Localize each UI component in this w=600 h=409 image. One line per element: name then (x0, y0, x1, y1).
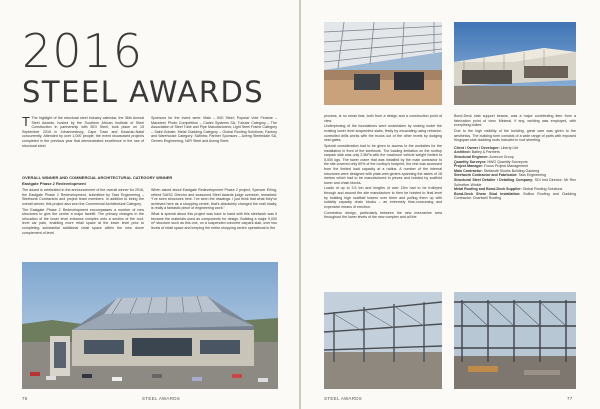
steel-frame-photo (324, 292, 442, 389)
section-heading: OVERALL WINNER AND COMMERCIAL ARCHITECTURAL CATEGORY WINNER (22, 175, 173, 180)
credit-value: SDI Inst Director: Mr Rex Schreiber-Winkle (454, 177, 577, 187)
credit-value: Batley & Partners (471, 150, 500, 155)
body-column-1 (22, 188, 144, 236)
credit-value: Stefanutti Stocks Building Gauteng (483, 168, 540, 173)
right-body-column-1 (324, 114, 442, 221)
body-paragraph: The award is celebrated in the announcement of the overall winner for 2016, the Eastgate Phase 2 Redevelopment, submitted by Tass Engineering – Steelwork Contractors and project team members. In addition to being the overall winner, this project also won the Commercial Architectural Category. (22, 188, 144, 206)
body-column-2 (151, 188, 277, 232)
title-main: STEEL AWARDS (22, 75, 265, 109)
title-year: 2016 (22, 24, 144, 78)
body-paragraph: Underpinning of the foundations were undertaken by sinking under the existing lower level suspended slabs, firstly by excavating using retractor-controlled drills works with the trucks out of the other levels by dodging vest gates. (324, 124, 442, 143)
body-paragraph: Due to the high visibility of the building, great care was given to the aesthetics. The building form consists of a wide range of parts with exposed Kingspan side cladding roofs included in roof sheeting. (454, 128, 576, 143)
exterior-roof-photo (454, 22, 576, 105)
body-paragraph: Connection design, particularly between the new mezzanine area throughout the lower levels of the new complex and all the (324, 210, 442, 220)
intro-text: The highlight of the structural steel industry calendar, the 36th Annual Steel Awards, hosted by the Southern African Institute of Steel Construction in partnership with BGI Steel, took place on 15 September 2016 in Johannesburg, Cape Town and Kwazulu-Natal concurrently. Attended by over 1,000 people, the event showcased projects completed in the previous year that demonstrated excellence in the use of structural steel. (22, 116, 144, 148)
folio-label-right: STEEL AWARDS (324, 396, 363, 401)
credit-value: Focus Project Management (484, 164, 529, 169)
credits-list (454, 146, 576, 201)
credit-role: Project Manager: (454, 164, 484, 169)
folio-label-left: STEEL AWARDS (142, 396, 181, 401)
body-paragraph: process, is no mean feat, both from a design and a construction point of view. (324, 114, 442, 123)
credit-value: Tass Engineering (518, 173, 547, 178)
credit-role: Bond-Deck Shear Stud Installation: (454, 191, 521, 196)
credit-role: Steelwork Contractor and Fabricator: (454, 173, 518, 178)
section-subheading: Eastgate Phase 2 Redevelopment (22, 181, 86, 186)
body-paragraph: Special consideration had to be given to access to the worksites for the installation in front of the steelwork. The loading limitation on the rooftop carpark slab was only 2.5kPa with the maximum vehicle weight limited to 5,000 kgs. The tower crane that was installed by the main contractor to the site covered only 60% of the rooftop’s footprint, the rest was accessed from the limited load capacity at a radius. A number of the internal structures were designed with plate-web girders spanning the aisles of 18 metres which had to be manufactured in pieces and hoisted by scaffold tower and chain blocks. (324, 143, 442, 185)
intro-paragraph (22, 116, 144, 148)
credit-role: Main Contractor: (454, 168, 483, 173)
credit-value: Liberty Life (500, 145, 519, 150)
left-page (0, 0, 299, 409)
sponsors-column (151, 116, 277, 145)
interior-roof-photo (324, 22, 442, 105)
section-heading-block (22, 174, 277, 187)
drop-cap: T (22, 114, 30, 129)
eastgate-photo (22, 262, 278, 389)
credit-role: Structural Engineer: (454, 154, 489, 159)
intro-column (22, 116, 144, 149)
credit-role: Client / Owner / Developer: (454, 145, 500, 150)
credit-role: Metal Roofing and Bond-Deck Supplier: (454, 187, 522, 192)
body-paragraph: The Eastgate Phase 2 Redevelopment encompasses a number of new structures to give the centre a major facelift. The primary changes in the relocation of the lower level entrance complex onto a section of the roof-level car park, enabling more retail space at the lower level prior to completing substantial additional retail space within the new dome complement of level. (22, 207, 144, 235)
credit-value: NWG Quantity Surveyors (487, 159, 528, 164)
body-paragraph: Bond-Deck slab support beams, was a major contributing item from a fabrication point of view. Minimal, if any, welding was employed, with everything bolted. (454, 114, 576, 128)
right-page (301, 0, 600, 409)
credit-line (454, 178, 576, 187)
folio-number-right: 77 (567, 396, 573, 401)
body-paragraph: Loads of up to 3.5 ton and lengths of over 15m had to be trolleyed through and around the site manufacture to then be hoisted to final level by building high scaffold towers over them and pulling them up with suitably capacity chain blocks – an extremely time-consuming and expensive means of erection. (324, 186, 442, 209)
credit-role: Structural Steel Detailer / Detailing Company: (454, 177, 534, 182)
credit-role: Architect: (454, 150, 471, 155)
credit-value: Bullion Roofing and Cladding Contractor: Chartwell Roofing (454, 191, 577, 201)
right-body-column-2 (454, 114, 576, 201)
steel-structure-photo (454, 292, 576, 389)
body-paragraph: When asked about Eastgate Redevelopment Phase 2 project, Spencer Erling, retired SAISC Director and seasoned Steel Awards judge overseer, remarked: “I’ve seen structures here. I’ve seen the drawings. I just think that what they’ve achieved here as a shopping centre, that’s absolutely changed the mall totally, is really a fantastic piece of engineering work.” (151, 188, 277, 211)
credit-role: Quantity Surveyor: (454, 159, 487, 164)
credit-value: Aurecon Group (489, 154, 514, 159)
body-paragraph: What is special about this project was hard to hand with this steelwork was it became the materials used as components for design. Building a major 9,000 m² structure such as this one, on a suspended concrete carpark slab, over two levels of retail space and keeping the entire shopping centre operational in the (151, 212, 277, 230)
credit-value: Global Roofing Solutions (522, 187, 563, 192)
sponsors-text: Sponsors for the event were: Main – BGI Steel; Popular Vote Feature – Macsteel; Photo Competition – Cadex Systems SA; Tubular Category – The Association of Steel Tube and Pipe Manufacturers; Light Steel Frame Category – Saint-Gobain; Metal Cladding Category – Global Roofing Solutions; Factory and Warehouse Category: Safintra; Partner Sponsors – Aveng Steeledale SA, Genrec Engineering, NJR Steel and Aveng Steel. (151, 116, 277, 143)
folio-number-left: 76 (22, 396, 28, 401)
credit-line (454, 192, 576, 201)
